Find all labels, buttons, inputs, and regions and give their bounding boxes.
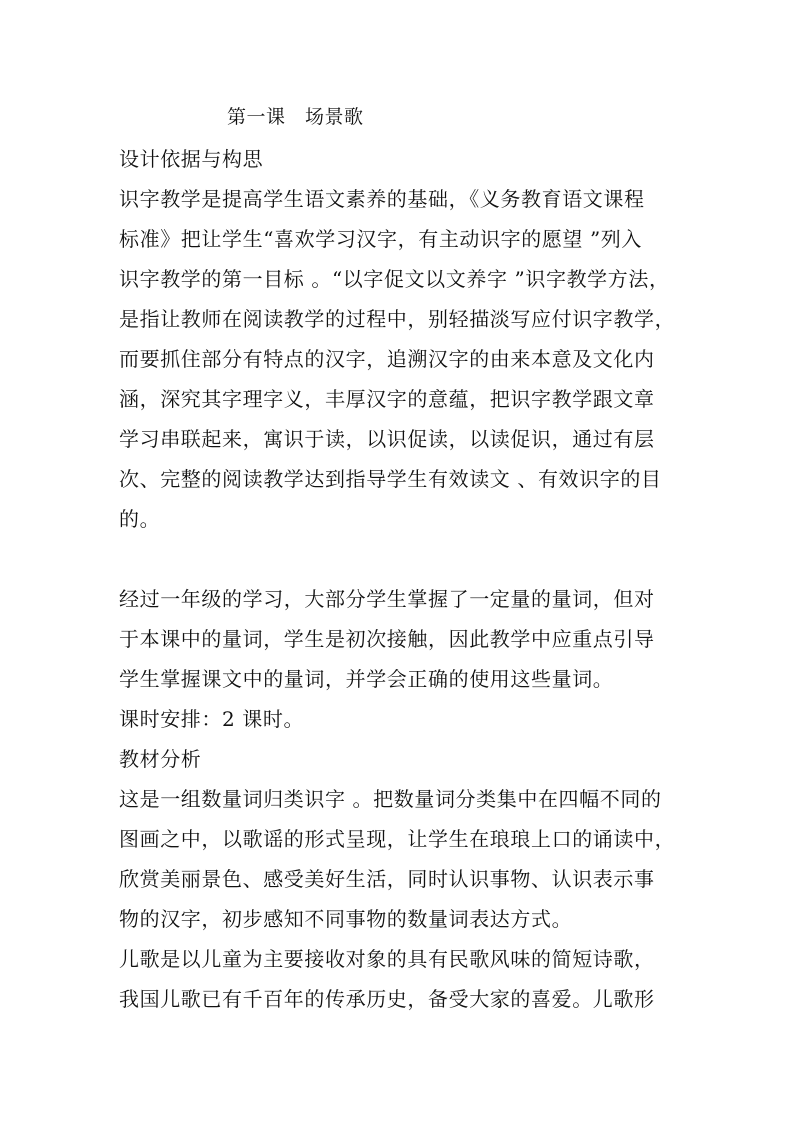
paragraph-line: 欣赏美丽景色、感受美好生活，同时认识事物、认识表示事 bbox=[119, 867, 655, 891]
paragraph-line: 而要抓住部分有特点的汉字，追溯汉字的由来本意及文化内 bbox=[119, 347, 655, 371]
paragraph-line: 识字教学是提高学生语文素养的基础，《义务教育语文课程 bbox=[119, 187, 645, 211]
paragraph-line: 学生掌握课文中的量词，并学会正确的使用这些量词。 bbox=[119, 667, 614, 691]
paragraph-line: 标准》把让学生“喜欢学习汉字，有主动识字的愿望 ”列入 bbox=[119, 227, 643, 251]
paragraph-line: 的。 bbox=[119, 507, 161, 531]
paragraph-line: 我国儿歌已有千百年的传承历史，备受大家的喜爱。儿歌形 bbox=[119, 987, 655, 1011]
paragraph-line: 于本课中的量词，学生是初次接触，因此教学中应重点引导 bbox=[119, 627, 655, 651]
paragraph-line: 这是一组数量词归类识字 。把数量词分类集中在四幅不同的 bbox=[119, 787, 662, 811]
paragraph-line: 识字教学的第一目标 。“以字促文以文养字 ”识字教学方法， bbox=[119, 267, 670, 291]
class-hours-line: 课时安排：2 课时。 bbox=[119, 707, 305, 731]
lesson-title: 第一课 场景歌 bbox=[227, 106, 364, 128]
paragraph-line: 次、完整的阅读教学达到指导学生有效读文 、有效识字的目 bbox=[119, 467, 662, 491]
paragraph-line: 物的汉字，初步感知不同事物的数量词表达方式。 bbox=[119, 907, 573, 931]
paragraph-line: 是指让教师在阅读教学的过程中，别轻描淡写应付识字教学， bbox=[119, 307, 676, 331]
heading-design-basis: 设计依据与构思 bbox=[119, 147, 264, 171]
paragraph-line: 学习串联起来，寓识于读，以识促读，以读促识，通过有层 bbox=[119, 427, 655, 451]
paragraph-line: 儿歌是以儿童为主要接收对象的具有民歌风味的简短诗歌， bbox=[119, 947, 655, 971]
paragraph-line: 涵，深究其字理字义，丰厚汉字的意蕴，把识字教学跟文章 bbox=[119, 387, 655, 411]
heading-material-analysis: 教材分析 bbox=[119, 747, 202, 771]
paragraph-line: 经过一年级的学习，大部分学生掌握了一定量的量词，但对 bbox=[119, 587, 655, 611]
paragraph-line: 图画之中，以歌谣的形式呈现，让学生在琅琅上口的诵读中， bbox=[119, 827, 676, 851]
